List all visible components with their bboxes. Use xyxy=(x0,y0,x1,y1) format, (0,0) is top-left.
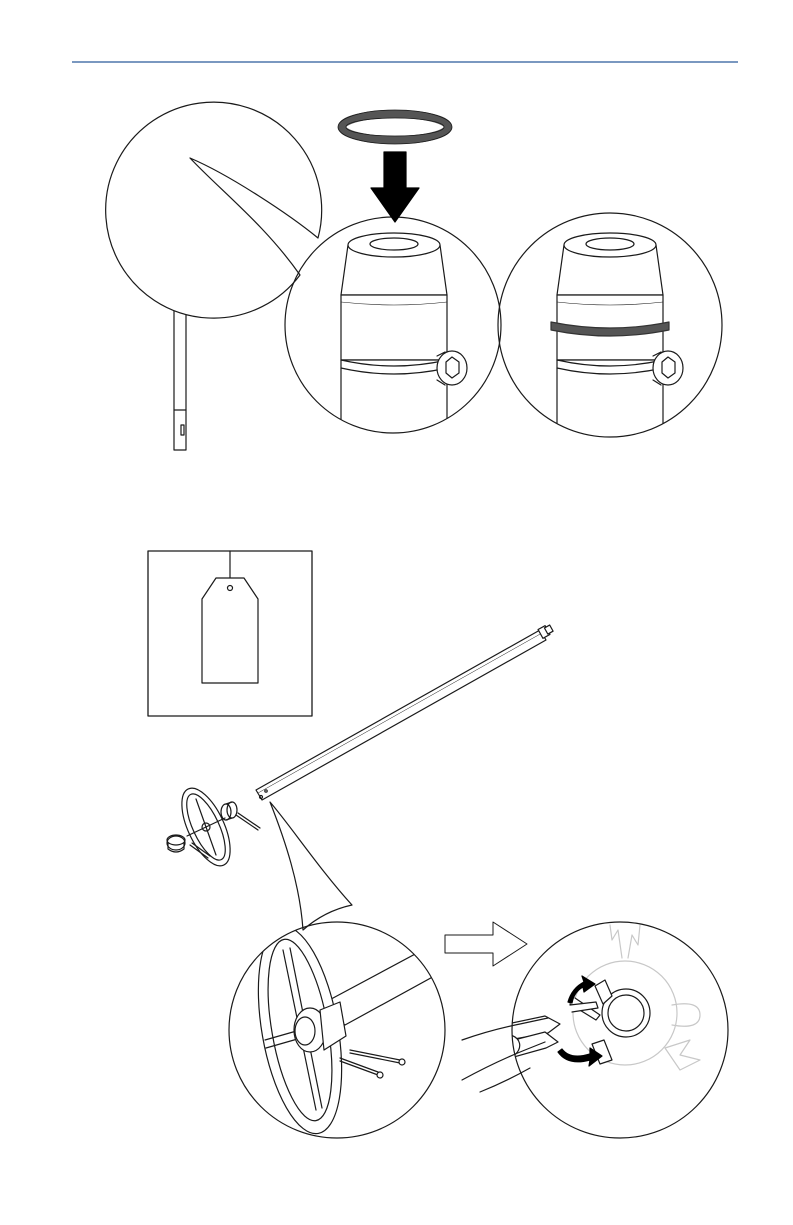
pin-2 xyxy=(190,843,210,858)
down-arrow-icon xyxy=(371,152,419,222)
pole-top-detail-after xyxy=(551,233,683,440)
right-arrow-icon xyxy=(445,922,527,966)
hub-collar xyxy=(221,802,237,820)
o-ring xyxy=(338,110,452,144)
hub-cap xyxy=(167,835,185,852)
rotate-arrows-icon xyxy=(558,976,602,1066)
callout-bubble-detail xyxy=(106,102,322,318)
shaft xyxy=(256,625,553,800)
tag-icon xyxy=(202,551,258,683)
handwheel-detail xyxy=(244,920,460,1140)
small-handwheel xyxy=(172,781,240,872)
callout-bubble-hub xyxy=(270,802,352,930)
pole-top-detail-before xyxy=(341,233,467,440)
pin-1 xyxy=(236,813,260,830)
